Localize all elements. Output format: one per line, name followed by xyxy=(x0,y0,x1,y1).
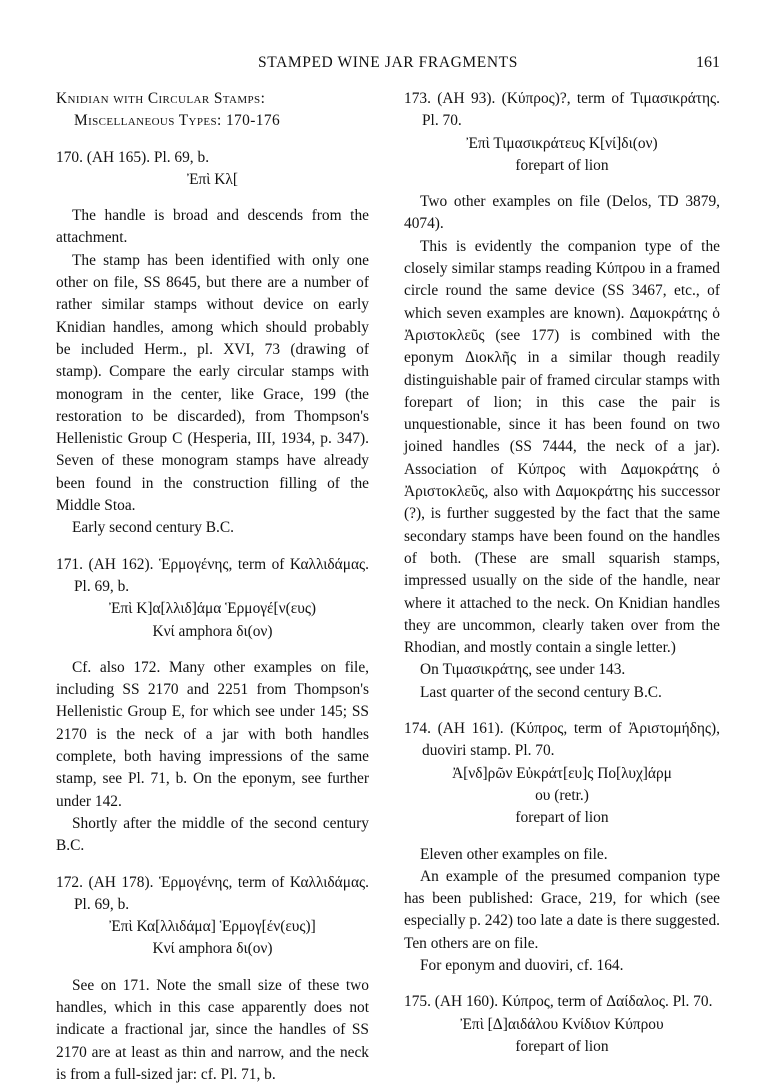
paragraph: Two other examples on file (Delos, TD 3879, 4074). xyxy=(404,193,720,233)
running-title: STAMPED WINE JAR FRAGMENTS xyxy=(258,54,518,71)
paragraph: Early second century B.C. xyxy=(72,519,234,537)
stamp-inscription: forepart of lion xyxy=(515,1037,609,1055)
stamp-inscription: Ἐπὶ Κλ[ xyxy=(187,170,238,188)
paragraph-gap xyxy=(56,961,369,975)
paragraph: The stamp has been identified with only one other on file, SS 8645, but there are a number of rather similar stamps without device on early Knidian handles, among which should probably be included Herm., pl. XVI, 73 (drawing of stamp). Compare the early circular stamps with monogram in the center, like Grace, 199 (the restoration to be discarded), from Thompson's Hellenistic Group C (Hesperia, III, 1934, p. 347). Seven of these monogram stamps have already been found in the construction filling of the Middle Stoa. xyxy=(56,251,369,515)
paragraph: Eleven other examples on file. xyxy=(420,845,608,863)
paragraph-gap xyxy=(56,643,369,657)
stamp-inscription: Ἐπὶ [Δ]αιδάλου Κνίδιον Κύπρου xyxy=(460,1015,664,1033)
paragraph: 172. (AH 178). Ἑρμογένης, term of Καλλιδάμας. Pl. 69, b. xyxy=(56,873,369,913)
page-number: 161 xyxy=(696,54,720,71)
stamp-inscription: Ἀ[νδ]ρῶν Εὐκράτ[ευ]ς Πο[λυχ]άρμ xyxy=(452,764,672,782)
stamp-inscription: Κνί amphora δι(ον) xyxy=(152,940,273,958)
paragraph: 170. (AH 165). Pl. 69, b. xyxy=(56,148,210,166)
paragraph: For eponym and duoviri, cf. 164. xyxy=(420,956,624,974)
stamp-inscription: forepart of lion xyxy=(515,156,609,174)
stamp-inscription: Ἐπὶ Τιμασικράτευς Κ[νί]δι(ον) xyxy=(466,134,658,152)
paragraph: The handle is broad and descends from the attachment. xyxy=(56,207,369,247)
paragraph-gap xyxy=(404,704,720,718)
paragraph: Last quarter of the second century B.C. xyxy=(420,683,662,701)
paragraph: 175. (AH 160). Κύπρος, term of Δαίδαλος. Pl. 70. xyxy=(404,993,713,1011)
paragraph-gap xyxy=(56,191,369,205)
stamp-inscription: Ἐπὶ Κ]α[λλιδ]άμα Ἑρμογέ[ν(ευς) xyxy=(108,600,317,618)
stamp-inscription: Κνί amphora δι(ον) xyxy=(152,622,273,640)
paragraph-gap xyxy=(56,133,369,147)
paragraph-gap xyxy=(404,977,720,991)
paragraph-gap xyxy=(404,830,720,844)
paragraph-gap xyxy=(56,858,369,872)
paragraph: Cf. also 172. Many other examples on file, including SS 2170 and 2251 from Thompson's Hellenistic Group E, for which see under 145; SS 2170 is the neck of a jar with both handles complete, both having impressions of the same stamp, see Pl. 71, b. On the eponym, see further under 142. xyxy=(56,658,369,810)
paragraph: On Τιμασικράτης, see under 143. xyxy=(420,661,626,679)
paragraph: See on 171. Note the small size of these two handles, which in this case apparently does not indicate a fractional jar, since the handles of SS 2170 are at least as thin and narrow, and the neck is from a full-sized jar: cf. Pl. 71, b. xyxy=(56,976,369,1083)
right-column xyxy=(404,88,720,1058)
paragraph: This is evidently the companion type of the closely similar stamps reading Κύπρου in a framed circle round the same device (SS 3467, etc., of which seven examples are known). Δαμοκράτης ὁ Ἀριστοκλεῦς (see 177) is combined with the eponym Διοκλῆς in a similar though readily distinguishable pair of framed circular stamps with forepart of lion; in this case the pair is unquestionable, since it has been found on two joined handles (SS 7444, the neck of a jar). Association of Κύπρος with Δαμοκράτης ὁ Ἀριστοκλεῦς, also with Δαμοκράτης his successor (?), is further suggested by the fact that the same secondary stamps have been found on the handles of both. (These are small squarish stamps, impressed usually on the side of the handle, near where it attached to the neck. On Knidian handles they are uncommon, clearly taken over from the Rhodian, and mostly contain a single letter.) xyxy=(404,237,720,657)
stamp-inscription: Ἐπὶ Κα[λλιδάμα] Ἑρμογ[έν(ευς)] xyxy=(109,918,316,936)
paragraph: An example of the presumed companion type has been published: Grace, 219, for which (see especially p. 242) too late a date is there suggested. Ten others are on file. xyxy=(404,867,720,952)
paragraph: 174. (AH 161). (Κύπρος, term of Ἀριστομήδης), duoviri stamp. Pl. 70. xyxy=(404,720,720,760)
paragraph-gap xyxy=(56,540,369,554)
stamp-inscription: forepart of lion xyxy=(515,809,609,827)
paragraph: 173. (AH 93). (Κύπρος)?, term of Τιμασικράτης. Pl. 70. xyxy=(404,90,720,130)
left-column xyxy=(56,88,369,1086)
paragraph: 171. (AH 162). Ἑρμογένης, term of Καλλιδάμας. Pl. 69, b. xyxy=(56,555,369,595)
section-heading: Knidian with Circular Stamps: Miscellaneous Types: 170-176 xyxy=(56,90,281,130)
paragraph: Shortly after the middle of the second century B.C. xyxy=(56,814,369,855)
running-header xyxy=(56,54,720,78)
stamp-inscription: ου (retr.) xyxy=(535,786,589,804)
paragraph-gap xyxy=(404,177,720,191)
